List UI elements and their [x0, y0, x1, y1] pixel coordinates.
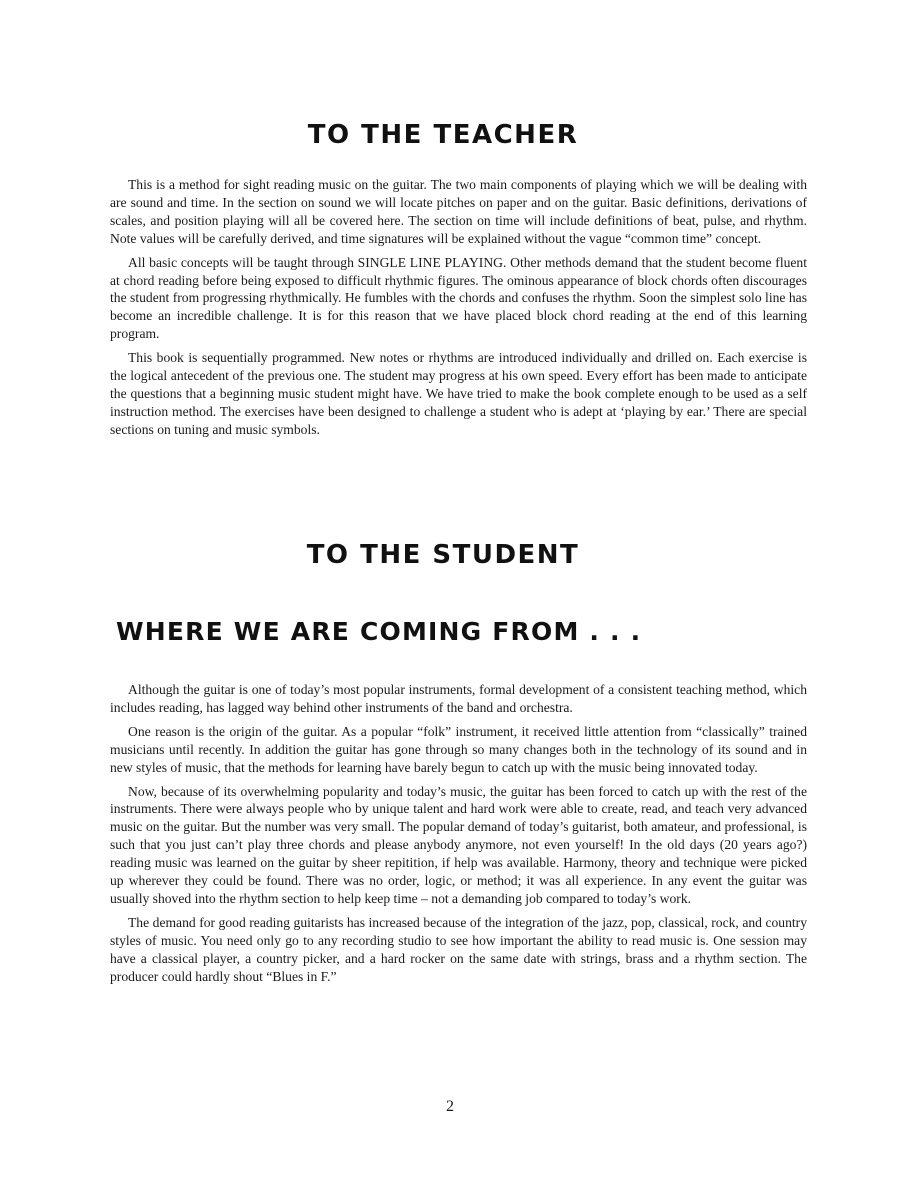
teacher-paragraph-2: All basic concepts will be taught through SINGLE LINE PLAYING. Other methods demand that the student become fluent at chord reading before being exposed to difficult rhythmic figures. The ominous appearance of block chords often discourages the student from progressing rhythmically. He fumbles with the chords and confuses the rhythm. Soon the simplest solo line has become an incredible challenge. It is for this reason that we have placed block chord reading at the end of this learning program. [110, 254, 807, 342]
teacher-paragraph-1: This is a method for sight reading music on the guitar. The two main components of playing which we will be dealing with are sound and time. In the section on sound we will locate pitches on paper and on the guitar. Basic definitions, derivations of scales, and position playing will all be covered here. The section on time will include definitions of beat, pulse, and rhythm. Note values will be carefully derived, and time signatures will be explained without the vague “common time” concept. [110, 177, 807, 246]
teacher-paragraph-3: This book is sequentially programmed. New notes or rhythms are introduced individually and drilled on. Each exercise is the logical antecedent of the previous one. The student may progress at his own speed. Every effort has been made to anticipate the questions that a beginning music student might have. We have tried to make the book complete enough to be used as a self instruction method. The exercises have been designed to challenge a student who is adept at ‘playing by ear.’ There are special sections on tuning and music symbols. [110, 350, 807, 437]
where-we-are-coming-from-heading: WHERE WE ARE COMING FROM . . . [116, 617, 642, 646]
to-the-student-heading: TO THE STUDENT [306, 540, 580, 570]
student-paragraph-3: Now, because of its overwhelming popularity and today’s music, the guitar has been forced to catch up with the rest of the instruments. There were always people who by unique talent and hard work were able to create, read, and teach very advanced music on the guitar. But the number was very small. The popular demand of today’s guitarist, both amateur, and professional, is such that you just can’t play three chords and please anybody anymore, not even yourself! In the old days (20 years ago?) reading music was learned on the guitar by sheer repitition, if help was available. Harmony, theory and technique were picked up wherever they could be found. There was no order, logic, or method; it was all experience. In any event the guitar was usually shoved into the rhythm section to help keep time – not a demanding job compared to today’s work. [110, 783, 807, 906]
page-number: 2 [446, 1098, 454, 1115]
teacher-section [110, 176, 807, 445]
student-paragraph-1: Although the guitar is one of today’s most popular instruments, formal development of a consistent teaching method, which includes reading, has lagged way behind other instruments of the band and orchestra. [110, 682, 807, 715]
student-section [110, 681, 807, 992]
to-the-teacher-heading: TO THE TEACHER [307, 120, 579, 150]
student-paragraph-2: One reason is the origin of the guitar. As a popular “folk” instrument, it received little attention from “classically” trained musicians until recently. In addition the guitar has gone through so many changes both in the technology of its sound and in new styles of music, that the methods for learning have barely begun to catch up with the music being innovated today. [110, 723, 807, 775]
student-paragraph-4: The demand for good reading guitarists has increased because of the integration of the jazz, pop, classical, rock, and country styles of music. You need only go to any recording studio to see how important the ability to read music is. One session may have a classical player, a country picker, and a hard rocker on the same date with strings, brass and a rhythm section. The producer could hardly shout “Blues in F.” [110, 914, 807, 984]
